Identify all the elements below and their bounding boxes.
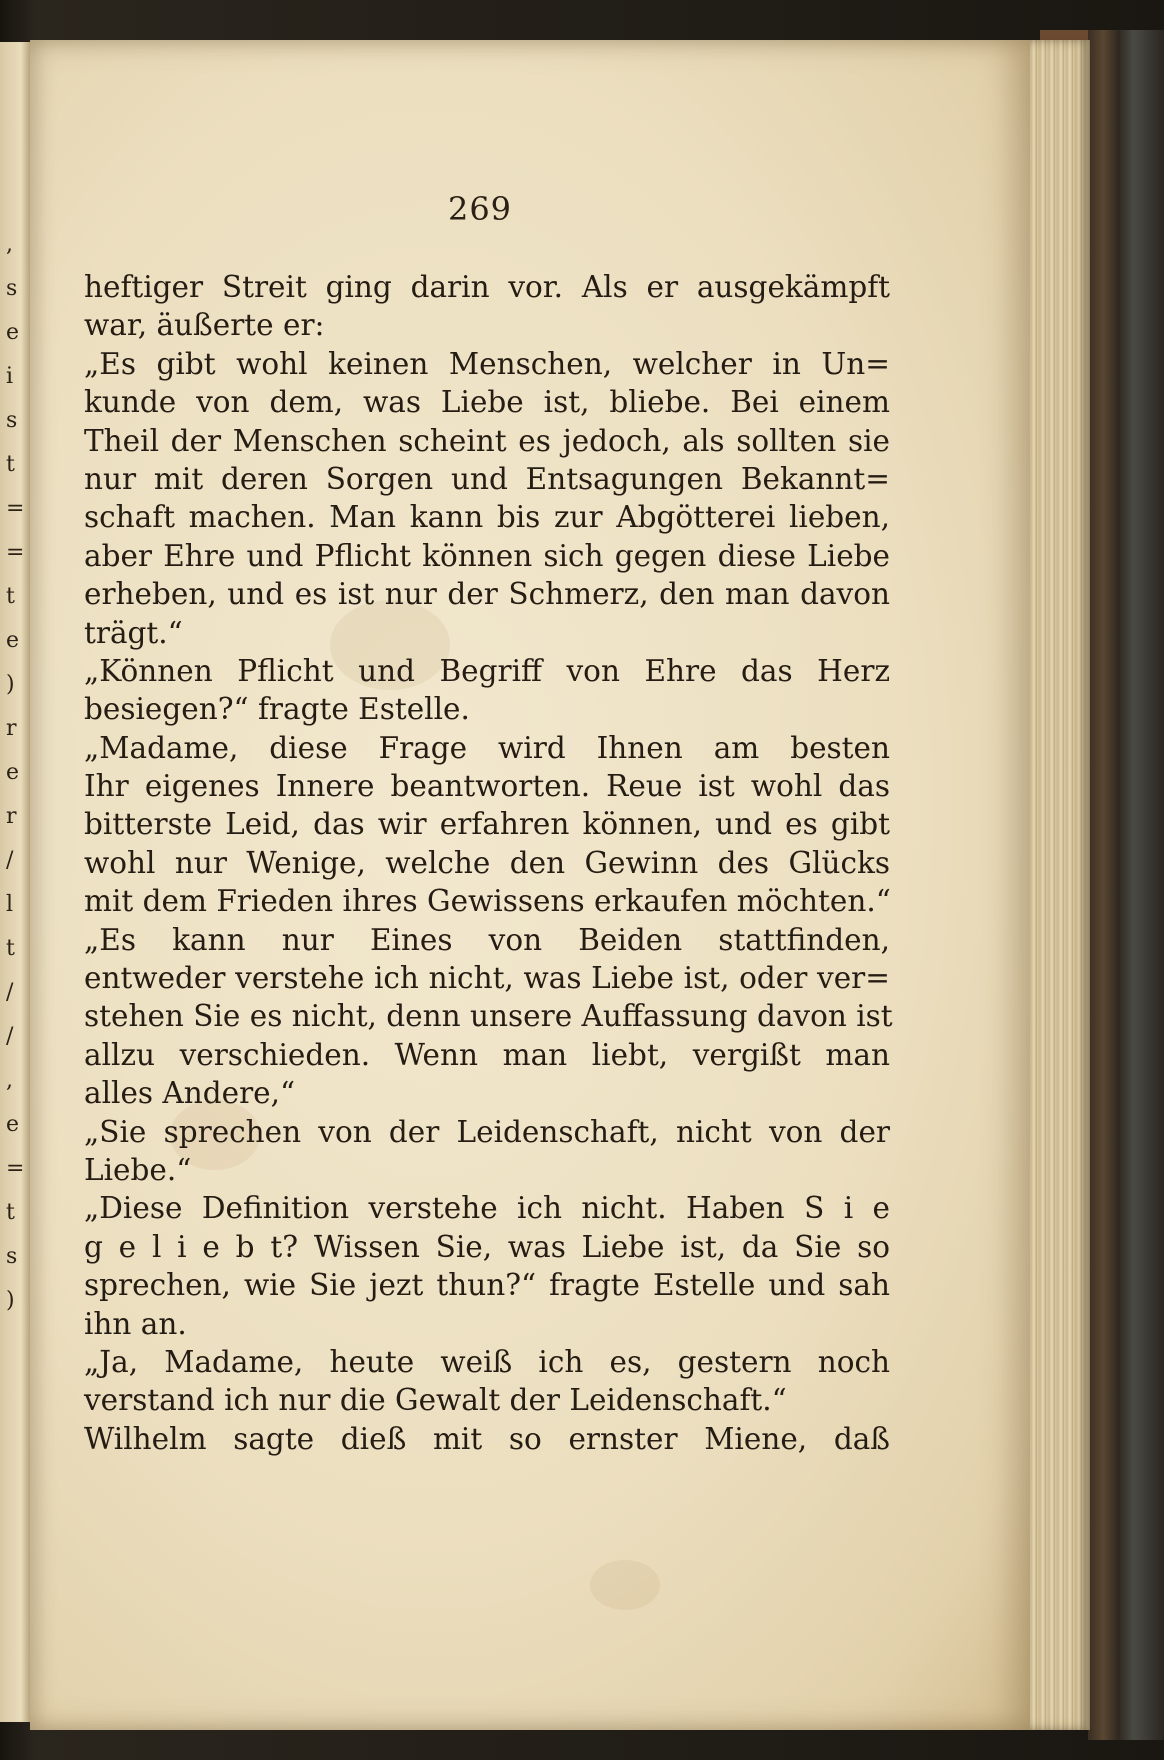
left-page-edge <box>0 42 30 1722</box>
margin-glyph: r <box>6 716 17 741</box>
margin-glyph: = <box>6 540 25 565</box>
text-line: alles Andere,“ <box>84 1076 296 1111</box>
margin-glyph: , <box>6 232 13 257</box>
text-line: besiegen?“ fragte Estelle. <box>84 692 470 727</box>
margin-glyph: s <box>6 276 18 301</box>
text-line: ihn an. <box>84 1306 187 1341</box>
margin-glyph: ) <box>6 672 15 697</box>
text-line: erheben, und es ist nur der Schmerz, den man davon <box>84 577 890 612</box>
book-page <box>30 40 1030 1730</box>
text-line: „Es gibt wohl keinen Menschen, welcher in Un= <box>84 346 890 381</box>
margin-glyph: / <box>6 1024 14 1049</box>
text-line: sprechen, wie Sie jezt thun?“ fragte Estelle und sah <box>84 1268 890 1303</box>
text-line: „Können Pflicht und Begriff von Ehre das Herz <box>84 653 890 688</box>
margin-glyph: ) <box>6 1288 15 1313</box>
text-line: Liebe.“ <box>84 1152 192 1187</box>
margin-glyph: t <box>6 936 15 961</box>
text-line: war, äußerte er: <box>84 308 325 343</box>
text-line: „Ja, Madame, heute weiß ich es, gestern noch <box>84 1344 890 1379</box>
margin-glyph: e <box>6 628 20 653</box>
text-line: verstand ich nur die Gewalt der Leidenschaft.“ <box>84 1383 787 1418</box>
text-line: „Sie sprechen von der Leidenschaft, nicht von der <box>84 1114 890 1149</box>
page-number: 269 <box>447 190 513 228</box>
paper-stain <box>590 1560 660 1610</box>
margin-glyph: s <box>6 1244 18 1269</box>
margin-glyph: t <box>6 452 15 477</box>
margin-glyph: / <box>6 980 14 1005</box>
text-line: allzu verschieden. Wenn man liebt, vergißt man <box>84 1037 890 1072</box>
text-line: stehen Sie es nicht, denn unsere Auffassung davon ist <box>84 999 893 1034</box>
margin-glyph: i <box>6 364 14 389</box>
text-line: Ihr eigenes Innere beantworten. Reue ist wohl das <box>84 769 890 804</box>
text-line: „Madame, diese Frage wird Ihnen am besten <box>84 730 890 765</box>
margin-glyph: / <box>6 848 14 873</box>
page-text <box>84 268 893 1458</box>
book-cover-spine <box>1088 30 1164 1740</box>
text-line: aber Ehre und Pflicht können sich gegen diese Liebe <box>84 538 890 573</box>
text-line: kunde von dem, was Liebe ist, bliebe. Bei einem <box>84 385 890 420</box>
margin-glyph: t <box>6 1200 15 1225</box>
margin-glyph: e <box>6 760 20 785</box>
margin-glyph: e <box>6 1112 20 1137</box>
margin-glyph: l <box>6 892 14 917</box>
text-line: wohl nur Wenige, welche den Gewinn des Glücks <box>84 845 890 880</box>
text-line: heftiger Streit ging darin vor. Als er ausgekämpft <box>84 270 890 304</box>
text-line: mit dem Frieden ihres Gewissens erkaufen möchten.“ <box>84 884 891 919</box>
text-line: Theil der Menschen scheint es jedoch, als sollten sie <box>84 423 890 458</box>
text-line: „Es kann nur Eines von Beiden stattfinden, <box>84 922 890 957</box>
margin-glyph: r <box>6 804 17 829</box>
text-line: Wilhelm sagte dieß mit so ernster Miene, daß <box>84 1421 890 1456</box>
text-line: nur mit deren Sorgen und Entsagungen Bekannt= <box>84 461 890 496</box>
margin-glyph: , <box>6 1068 13 1093</box>
text-line: bitterste Leid, das wir erfahren können, und es gibt <box>84 807 890 842</box>
margin-glyph: = <box>6 496 25 521</box>
text-line: schaft machen. Man kann bis zur Abgötterei lieben, <box>84 500 890 535</box>
text-line: trägt.“ <box>84 615 183 650</box>
margin-glyph: t <box>6 584 15 609</box>
text-line: g e l i e b t? Wissen Sie, was Liebe ist, da Sie so <box>84 1229 890 1264</box>
text-line: entweder verstehe ich nicht, was Liebe ist, oder ver= <box>84 961 890 996</box>
text-line: „Diese Definition verstehe ich nicht. Haben S i e <box>84 1191 890 1226</box>
margin-glyph: e <box>6 320 20 345</box>
margin-glyph: = <box>6 1156 25 1181</box>
margin-glyph: s <box>6 408 18 433</box>
